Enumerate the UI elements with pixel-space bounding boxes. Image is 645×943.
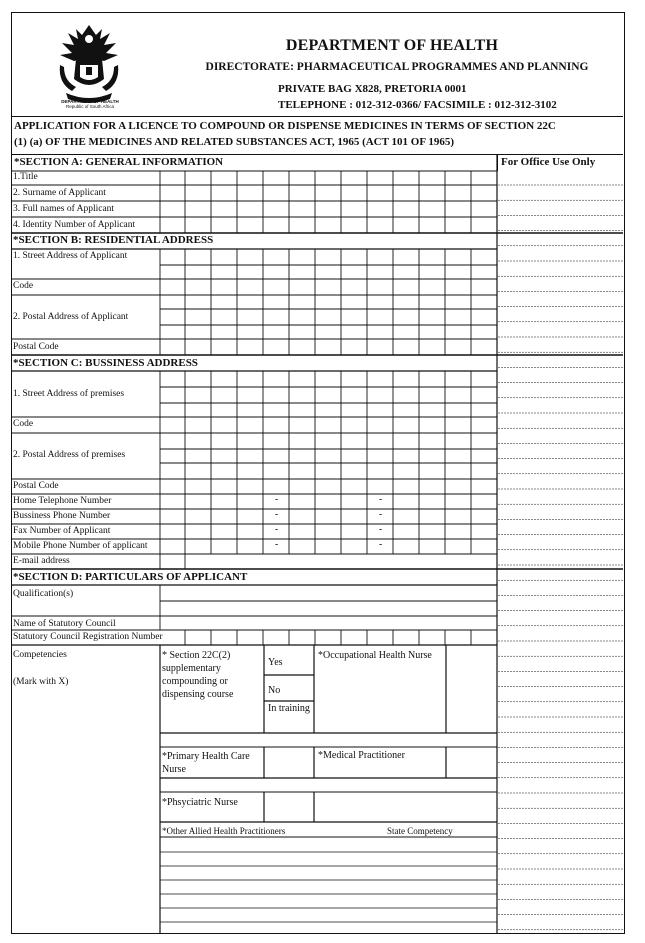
- telephone-line: TELEPHONE : 012-312-0366/ FACSIMILE : 012-312-3102: [278, 99, 557, 111]
- section-b-heading: *SECTION B: RESIDENTIAL ADDRESS: [13, 234, 214, 246]
- office-use-heading: For Office Use Only: [501, 156, 596, 168]
- mark-with-x-label: (Mark with X): [13, 677, 69, 687]
- home-phone-dash-2: -: [379, 495, 383, 505]
- section-d-heading: *SECTION D: PARTICULARS OF APPLICANT: [13, 571, 248, 583]
- directorate-title: DIRECTORATE: PHARMACEUTICAL PROGRAMMES AND PLANNING: [205, 61, 589, 73]
- primary-health-care-nurse-label: *Primary Health Care Nurse: [162, 751, 250, 775]
- occupational-health-nurse-label: *Occupational Health Nurse: [318, 650, 432, 661]
- mobile-dash-2: -: [379, 540, 383, 550]
- residential-postal-label: 2. Postal Address of Applicant: [13, 312, 129, 322]
- competencies-label: Competencies: [13, 650, 67, 660]
- business-code-label: Code: [13, 419, 34, 429]
- in-training-label: In training: [268, 703, 310, 714]
- emblem-sub-text: Republic of South Africa: [65, 104, 115, 109]
- allied-health-label: *Other Allied Health Practitioners: [162, 826, 286, 836]
- identity-field-label: 4. Identity Number of Applicant: [13, 220, 136, 230]
- business-phone-label: Bussiness Phone Number: [13, 511, 111, 521]
- mobile-phone-label: Mobile Phone Number of applicant: [13, 541, 148, 551]
- residential-code-label: Code: [13, 281, 34, 291]
- yes-label: Yes: [268, 657, 283, 668]
- fax-dash-2: -: [379, 525, 383, 535]
- section-a-heading: *SECTION A: GENERAL INFORMATION: [14, 156, 224, 168]
- emblem-caption-text: DEPARTMENT OF HEALTH: [61, 99, 119, 104]
- postal-address: PRIVATE BAG X828, PRETORIA 0001: [278, 83, 467, 95]
- section-c-heading: *SECTION C: BUSSINESS ADDRESS: [13, 357, 198, 369]
- residential-street-label: 1. Street Address of Applicant: [13, 251, 128, 261]
- fax-label: Fax Number of Applicant: [13, 526, 111, 536]
- residential-postal-code-label: Postal Code: [13, 342, 59, 352]
- home-phone-dash-1: -: [275, 495, 279, 505]
- business-phone-dash-1: -: [275, 510, 279, 520]
- email-label: E-mail address: [13, 556, 70, 566]
- title-line-1: APPLICATION FOR A LICENCE TO COMPOUND OR DISPENSE MEDICINES IN TERMS OF SECTION 22C: [14, 120, 556, 132]
- qualifications-label: Qualification(s): [13, 589, 74, 599]
- mobile-dash-1: -: [275, 540, 279, 550]
- title-field-label: 1.Title: [13, 172, 38, 182]
- business-postal-label: 2. Postal Address of premises: [13, 450, 126, 460]
- business-street-label: 1. Street Address of premises: [13, 389, 125, 399]
- department-title: DEPARTMENT OF HEALTH: [285, 37, 499, 54]
- form-frame: [11, 12, 625, 934]
- registration-number-label: Statutory Council Registration Number: [13, 632, 163, 642]
- psychiatric-nurse-label: *Phsyciatric Nurse: [162, 797, 238, 808]
- section-22c-label: * Section 22C(2) supplementary compounding or dispensing course: [162, 650, 234, 700]
- home-phone-label: Home Telephone Number: [13, 496, 112, 506]
- no-label: No: [268, 685, 281, 696]
- business-postal-code-label: Postal Code: [13, 481, 59, 491]
- state-competency-label: State Competency: [387, 826, 453, 836]
- statutory-council-label: Name of Statutory Council: [13, 619, 116, 629]
- full-names-field-label: 3. Full names of Applicant: [13, 204, 115, 214]
- title-line-2: (1) (a) OF THE MEDICINES AND RELATED SUBSTANCES ACT, 1965 (ACT 101 OF 1965): [14, 136, 455, 148]
- business-phone-dash-2: -: [379, 510, 383, 520]
- form-grid: [12, 13, 623, 933]
- surname-field-label: 2. Surname of Applicant: [13, 188, 106, 198]
- medical-practitioner-label: *Medical Practitioner: [318, 750, 405, 761]
- fax-dash-1: -: [275, 525, 279, 535]
